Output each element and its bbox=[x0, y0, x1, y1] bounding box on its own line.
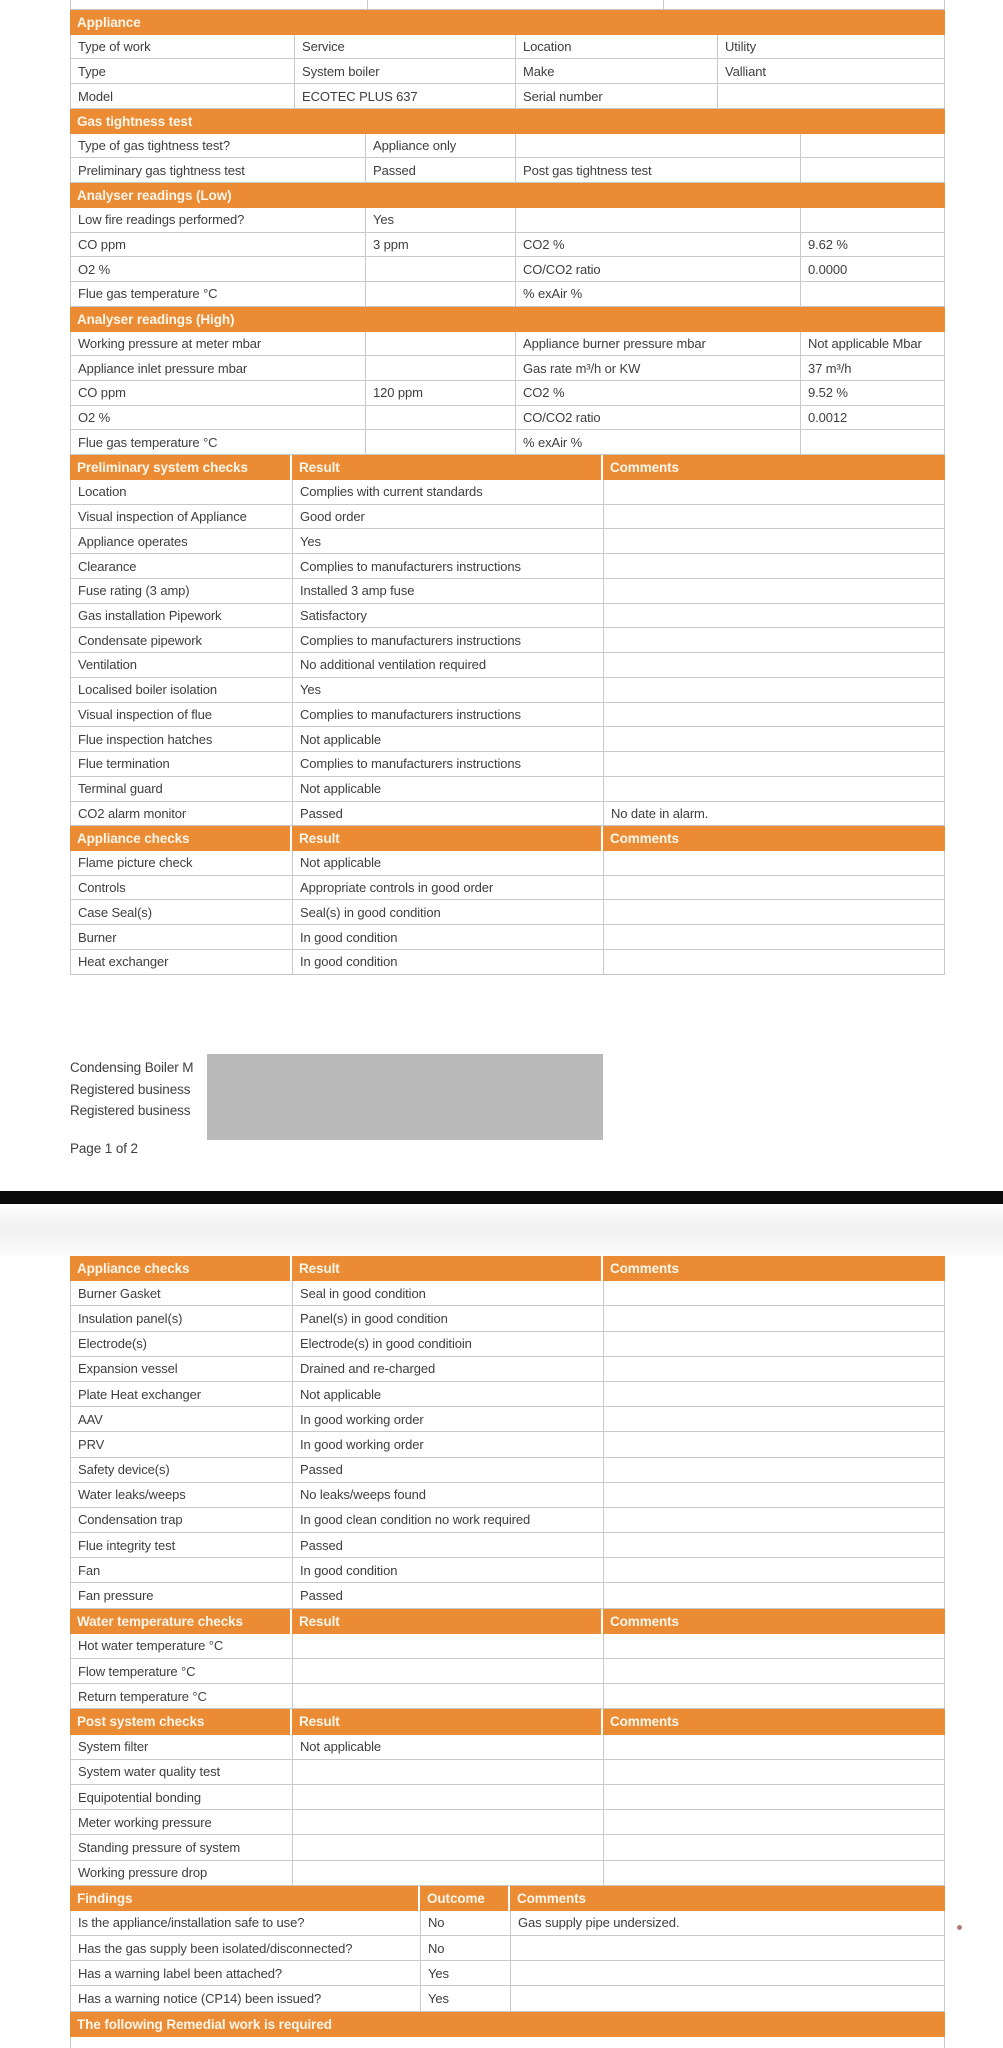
table-row bbox=[70, 59, 945, 84]
table-row bbox=[70, 579, 945, 604]
table-cell: Burner bbox=[71, 925, 293, 949]
table-cell bbox=[293, 1659, 604, 1683]
table-cell: Condensate pipework bbox=[71, 628, 293, 652]
table-cell bbox=[604, 1583, 946, 1607]
column-header-cell: Result bbox=[292, 1609, 603, 1634]
table-cell: Hot water temperature °C bbox=[71, 1634, 293, 1658]
column-header-cell: Result bbox=[292, 1256, 603, 1281]
section-header-row bbox=[70, 455, 945, 480]
table-cell bbox=[604, 1281, 946, 1305]
table-cell: Insulation panel(s) bbox=[71, 1306, 293, 1330]
table-cell: Appliance burner pressure mbar bbox=[516, 332, 801, 356]
table-cell: System filter bbox=[71, 1735, 293, 1759]
table-cell: Equipotential bonding bbox=[71, 1785, 293, 1809]
table-row bbox=[70, 1861, 945, 1886]
table-row bbox=[70, 851, 945, 876]
table-row bbox=[70, 257, 945, 282]
table-cell: 120 ppm bbox=[366, 381, 516, 405]
table-cell: Yes bbox=[293, 529, 604, 553]
table-row bbox=[70, 356, 945, 381]
table-cell: Working pressure drop bbox=[71, 1861, 293, 1885]
table-cell: 9.62 % bbox=[808, 236, 848, 252]
column-header-cell: Comments bbox=[510, 1886, 945, 1911]
table-cell bbox=[604, 1558, 946, 1582]
column-header-cell: Result bbox=[292, 1709, 603, 1734]
table-cell: Appropriate controls in good order bbox=[293, 876, 604, 900]
table-row bbox=[70, 1684, 945, 1709]
table-cell bbox=[604, 1432, 946, 1456]
table-cell: Not applicable bbox=[293, 1382, 604, 1406]
table-cell: O2 % bbox=[71, 406, 366, 430]
table-cell: 37 m³/h bbox=[808, 360, 852, 376]
section-header-row bbox=[70, 826, 945, 851]
table-cell bbox=[366, 406, 516, 430]
table-cell: Post gas tightness test bbox=[516, 158, 801, 182]
table-cell: Terminal guard bbox=[71, 777, 293, 801]
table-cell: CO2 % bbox=[516, 233, 801, 257]
column-header-cell: Preliminary system checks bbox=[70, 455, 292, 480]
table-cell bbox=[366, 332, 516, 356]
table-cell bbox=[604, 480, 946, 504]
table-cell bbox=[604, 1357, 946, 1381]
table-cell: Not applicable bbox=[293, 777, 604, 801]
table-row bbox=[70, 653, 945, 678]
table-row bbox=[70, 777, 945, 802]
table-cell bbox=[801, 158, 946, 182]
table-cell: Utility bbox=[725, 39, 757, 55]
table-cell: ECOTEC PLUS 637 bbox=[295, 84, 516, 108]
table-row bbox=[70, 1306, 945, 1331]
table-cell bbox=[604, 1483, 946, 1507]
table-cell: % exAir % bbox=[516, 430, 801, 454]
table-row bbox=[70, 529, 945, 554]
table-row bbox=[70, 752, 945, 777]
table-cell bbox=[604, 1810, 946, 1834]
table-cell bbox=[604, 1760, 946, 1784]
footer-line-registered-2: Registered business bbox=[70, 1103, 191, 1118]
column-header-cell: Comments bbox=[603, 826, 945, 851]
table-cell: Flow temperature °C bbox=[71, 1659, 293, 1683]
table-row bbox=[70, 332, 945, 357]
table-cell bbox=[604, 1634, 946, 1658]
table-row bbox=[70, 1357, 945, 1382]
table-cell bbox=[604, 703, 946, 727]
table-cell bbox=[604, 950, 946, 974]
column-header-cell: Comments bbox=[603, 1256, 945, 1281]
table-cell: In good condition bbox=[293, 925, 604, 949]
table-cell bbox=[511, 1936, 946, 1960]
table-cell: Type of gas tightness test? bbox=[71, 134, 366, 158]
table-cell bbox=[604, 1382, 946, 1406]
table-cell: Safety device(s) bbox=[71, 1458, 293, 1482]
column-header-cell: Result bbox=[292, 826, 603, 851]
table-row bbox=[70, 480, 945, 505]
table-cell bbox=[511, 1961, 946, 1985]
table-cell: Appliance operates bbox=[71, 529, 293, 553]
table-cell: Is the appliance/installation safe to use? bbox=[71, 1911, 421, 1935]
table-row bbox=[70, 876, 945, 901]
table-row bbox=[70, 1382, 945, 1407]
table-cell: Electrode(s) bbox=[71, 1332, 293, 1356]
table-cell bbox=[604, 876, 946, 900]
column-header-cell: Comments bbox=[603, 1609, 945, 1634]
table-cell: No leaks/weeps found bbox=[293, 1483, 604, 1507]
table-cell: Visual inspection of flue bbox=[71, 703, 293, 727]
table-cell: Plate Heat exchanger bbox=[71, 1382, 293, 1406]
table-cell: % exAir % bbox=[516, 282, 801, 306]
table-cell: Condensation trap bbox=[71, 1508, 293, 1532]
table-row bbox=[70, 703, 945, 728]
table-cell: No bbox=[421, 1911, 511, 1935]
table-cell: Type bbox=[71, 59, 295, 83]
table-cell bbox=[293, 1835, 604, 1859]
table-cell: In good condition bbox=[293, 950, 604, 974]
table-row bbox=[70, 381, 945, 406]
page-number-label: Page 1 of 2 bbox=[70, 1141, 138, 1156]
table-cell: Satisfactory bbox=[293, 604, 604, 628]
table-cell: Heat exchanger bbox=[71, 950, 293, 974]
table-row bbox=[70, 604, 945, 629]
table-cell: Model bbox=[71, 84, 295, 108]
table-cell bbox=[604, 777, 946, 801]
table-cell bbox=[604, 1332, 946, 1356]
table-cell: Yes bbox=[421, 1961, 511, 1985]
table-cell: Seal(s) in good condition bbox=[293, 900, 604, 924]
table-cell bbox=[604, 1861, 946, 1885]
table-row bbox=[70, 1785, 945, 1810]
table-cell: Preliminary gas tightness test bbox=[71, 158, 366, 182]
table-row bbox=[70, 1432, 945, 1457]
table-cell: Passed bbox=[293, 802, 604, 826]
table-cell: No bbox=[421, 1936, 511, 1960]
table-cell: Burner Gasket bbox=[71, 1281, 293, 1305]
table-row bbox=[70, 1986, 945, 2011]
table-cell: Good order bbox=[293, 505, 604, 529]
table-cell: Make bbox=[516, 59, 718, 83]
table-row bbox=[70, 925, 945, 950]
table-cell bbox=[718, 84, 946, 108]
table-row bbox=[70, 1458, 945, 1483]
table-cell bbox=[604, 505, 946, 529]
section-header-row bbox=[70, 1609, 945, 1634]
table-cell bbox=[366, 257, 516, 281]
footer-line-registered-1: Registered business bbox=[70, 1081, 191, 1097]
table-row bbox=[70, 1508, 945, 1533]
table-cell: Fan pressure bbox=[71, 1583, 293, 1607]
table-cell: Return temperature °C bbox=[71, 1684, 293, 1708]
table-row bbox=[70, 1961, 945, 1986]
table-cell: 3 ppm bbox=[366, 233, 516, 257]
table-cell: 0.0012 bbox=[808, 410, 848, 426]
table-cell: In good working order bbox=[293, 1432, 604, 1456]
table-cell bbox=[664, 0, 946, 9]
section-header-row bbox=[70, 1886, 945, 1911]
table-cell: Flue inspection hatches bbox=[71, 727, 293, 751]
table-cell bbox=[293, 1634, 604, 1658]
table-cell: Flue gas temperature °C bbox=[71, 430, 366, 454]
table-cell: Complies to manufacturers instructions bbox=[293, 554, 604, 578]
table-cell: CO/CO2 ratio bbox=[516, 257, 801, 281]
table-cell bbox=[604, 1458, 946, 1482]
column-header-cell: Appliance checks bbox=[70, 1256, 292, 1281]
table-cell: Standing pressure of system bbox=[71, 1835, 293, 1859]
column-header-cell: Findings bbox=[70, 1886, 420, 1911]
column-header-cell: Post system checks bbox=[70, 1709, 292, 1734]
table-cell bbox=[604, 925, 946, 949]
page1-footer-text bbox=[70, 1057, 193, 1122]
page-break-bar bbox=[0, 1191, 1003, 1204]
table-cell: Valliant bbox=[725, 63, 766, 79]
table-cell: Yes bbox=[366, 208, 516, 232]
table-cell bbox=[293, 1861, 604, 1885]
table-cell: Not applicable bbox=[293, 851, 604, 875]
table-cell bbox=[516, 208, 801, 232]
ink-speck bbox=[957, 1925, 962, 1930]
table-row bbox=[70, 233, 945, 258]
table-row bbox=[70, 1533, 945, 1558]
table-cell: Passed bbox=[293, 1583, 604, 1607]
table-row bbox=[70, 505, 945, 530]
table-cell: Low fire readings performed? bbox=[71, 208, 366, 232]
table-row bbox=[70, 727, 945, 752]
table-cell: System boiler bbox=[295, 59, 516, 83]
table-row bbox=[70, 1583, 945, 1608]
table-cell bbox=[604, 1785, 946, 1809]
table-row bbox=[70, 208, 945, 233]
table-cell bbox=[293, 1810, 604, 1834]
table-cell: Yes bbox=[293, 678, 604, 702]
table-cell bbox=[604, 579, 946, 603]
section-header-row bbox=[70, 1709, 945, 1734]
table-cell bbox=[516, 134, 801, 158]
table-cell bbox=[604, 1835, 946, 1859]
table-cell: Complies with current standards bbox=[293, 480, 604, 504]
table-cell: Flue gas temperature °C bbox=[71, 282, 366, 306]
table-cell: Meter working pressure bbox=[71, 1810, 293, 1834]
table-row bbox=[70, 1936, 945, 1961]
table-cell: 0.0000 bbox=[808, 261, 848, 277]
table-cell: Location bbox=[516, 35, 718, 59]
section-header-row bbox=[70, 1256, 945, 1281]
table-cell: Visual inspection of Appliance bbox=[71, 505, 293, 529]
section-header-bar: Analyser readings (Low) bbox=[70, 183, 945, 208]
table-cell bbox=[801, 282, 946, 306]
table-cell: No additional ventilation required bbox=[293, 653, 604, 677]
table-cell: Fuse rating (3 amp) bbox=[71, 579, 293, 603]
table-cell bbox=[604, 900, 946, 924]
table-cell: Flue integrity test bbox=[71, 1533, 293, 1557]
table-row bbox=[70, 1558, 945, 1583]
table-cell: CO2 % bbox=[516, 381, 801, 405]
column-header-cell: Outcome bbox=[420, 1886, 510, 1911]
table-cell bbox=[604, 678, 946, 702]
table-cell bbox=[604, 554, 946, 578]
table-cell: PRV bbox=[71, 1432, 293, 1456]
table-cell: Drained and re-charged bbox=[293, 1357, 604, 1381]
table-cell bbox=[604, 1508, 946, 1532]
table-row bbox=[70, 1911, 945, 1936]
table-cell: In good clean condition no work required bbox=[293, 1508, 604, 1532]
table-cell bbox=[801, 208, 946, 232]
table-cell bbox=[604, 604, 946, 628]
table-row bbox=[70, 950, 945, 975]
table-cell bbox=[604, 529, 946, 553]
table-cell: Gas supply pipe undersized. bbox=[518, 1915, 680, 1931]
column-header-cell: Appliance checks bbox=[70, 826, 292, 851]
table-cell: Has a warning label been attached? bbox=[71, 1961, 421, 1985]
table-cell: Type of work bbox=[71, 35, 295, 59]
table-row bbox=[70, 802, 945, 827]
table-row bbox=[70, 158, 945, 183]
table-row bbox=[70, 1659, 945, 1684]
table-row bbox=[70, 900, 945, 925]
table-cell bbox=[366, 430, 516, 454]
table-cell bbox=[604, 1735, 946, 1759]
table-cell: Gas installation Pipework bbox=[71, 604, 293, 628]
table-row bbox=[70, 678, 945, 703]
table-cell: Controls bbox=[71, 876, 293, 900]
table-cell bbox=[71, 0, 368, 9]
table-row bbox=[70, 1810, 945, 1835]
table-cell: Not applicable bbox=[293, 1735, 604, 1759]
table-cell bbox=[511, 1986, 946, 2010]
table-cell: Not applicable bbox=[293, 727, 604, 751]
table-cell: Working pressure at meter mbar bbox=[71, 332, 366, 356]
table-cell: Service bbox=[295, 35, 516, 59]
table-cell bbox=[604, 1407, 946, 1431]
table-cell: Flue termination bbox=[71, 752, 293, 776]
column-header-cell: Comments bbox=[603, 1709, 945, 1734]
table-cell: Complies to manufacturers instructions bbox=[293, 703, 604, 727]
table-cell bbox=[604, 628, 946, 652]
table-cell: Appliance only bbox=[366, 134, 516, 158]
table-cell: O2 % bbox=[71, 257, 366, 281]
table-row bbox=[70, 554, 945, 579]
table-row bbox=[70, 282, 945, 307]
table-cell bbox=[293, 1760, 604, 1784]
table-cell: Electrode(s) in good conditioin bbox=[293, 1332, 604, 1356]
table-cell: AAV bbox=[71, 1407, 293, 1431]
section-header-bar: Analyser readings (High) bbox=[70, 307, 945, 332]
footer-line-boiler: Condensing Boiler M bbox=[70, 1060, 194, 1075]
table-cell: Installed 3 amp fuse bbox=[293, 579, 604, 603]
table-cell: CO ppm bbox=[71, 381, 366, 405]
table-cell bbox=[604, 1533, 946, 1557]
column-header-cell: Water temperature checks bbox=[70, 1609, 292, 1634]
table-cell: Passed bbox=[293, 1458, 604, 1482]
table-cell bbox=[801, 430, 946, 454]
section-header-bar: Gas tightness test bbox=[70, 109, 945, 134]
column-header-cell: Comments bbox=[603, 455, 945, 480]
service-record-table-page1 bbox=[70, 0, 945, 975]
table-cell: CO2 alarm monitor bbox=[71, 802, 293, 826]
table-row bbox=[70, 406, 945, 431]
table-cell: Localised boiler isolation bbox=[71, 678, 293, 702]
section-header-bar: The following Remedial work is required bbox=[70, 2012, 945, 2037]
service-record-table-page2 bbox=[70, 1256, 945, 2048]
table-cell bbox=[366, 356, 516, 380]
column-header-cell: Result bbox=[292, 455, 603, 480]
clipped-partial-row bbox=[70, 0, 945, 10]
table-row bbox=[70, 134, 945, 159]
table-cell: Case Seal(s) bbox=[71, 900, 293, 924]
table-row bbox=[70, 1281, 945, 1306]
table-cell: No date in alarm. bbox=[611, 805, 709, 821]
table-cell bbox=[604, 752, 946, 776]
table-cell: Ventilation bbox=[71, 653, 293, 677]
table-cell bbox=[604, 1306, 946, 1330]
table-cell: Has the gas supply been isolated/disconnected? bbox=[71, 1936, 421, 1960]
table-row bbox=[70, 1407, 945, 1432]
table-cell: Flame picture check bbox=[71, 851, 293, 875]
table-cell bbox=[604, 727, 946, 751]
table-cell: Seal in good condition bbox=[293, 1281, 604, 1305]
table-cell: Appliance inlet pressure mbar bbox=[71, 356, 366, 380]
table-cell: Serial number bbox=[516, 84, 718, 108]
table-cell: In good working order bbox=[293, 1407, 604, 1431]
table-cell: In good condition bbox=[293, 1558, 604, 1582]
table-cell bbox=[801, 134, 946, 158]
clipped-partial-row bbox=[70, 2037, 945, 2048]
table-cell: Clearance bbox=[71, 554, 293, 578]
table-row bbox=[70, 1634, 945, 1659]
table-cell: Panel(s) in good condition bbox=[293, 1306, 604, 1330]
table-cell: System water quality test bbox=[71, 1760, 293, 1784]
table-cell: Water leaks/weeps bbox=[71, 1483, 293, 1507]
table-cell bbox=[604, 1659, 946, 1683]
table-row bbox=[70, 1483, 945, 1508]
table-cell: Gas rate m³/h or KW bbox=[516, 356, 801, 380]
table-row bbox=[70, 84, 945, 109]
table-cell: CO ppm bbox=[71, 233, 366, 257]
table-cell bbox=[604, 1684, 946, 1708]
table-row bbox=[70, 1835, 945, 1860]
page2-top-shading bbox=[0, 1204, 1003, 1256]
table-cell: 9.52 % bbox=[808, 385, 848, 401]
table-cell: Fan bbox=[71, 1558, 293, 1582]
table-cell: Passed bbox=[366, 158, 516, 182]
table-cell: Complies to manufacturers instructions bbox=[293, 628, 604, 652]
table-cell: Location bbox=[71, 480, 293, 504]
table-cell: Expansion vessel bbox=[71, 1357, 293, 1381]
table-row bbox=[70, 35, 945, 60]
table-row bbox=[70, 430, 945, 455]
table-cell: Yes bbox=[421, 1986, 511, 2010]
table-row bbox=[70, 1760, 945, 1785]
table-row bbox=[70, 628, 945, 653]
table-cell: Passed bbox=[293, 1533, 604, 1557]
table-cell bbox=[604, 653, 946, 677]
redaction-box bbox=[207, 1054, 603, 1140]
table-cell bbox=[293, 1785, 604, 1809]
table-cell: Complies to manufacturers instructions bbox=[293, 752, 604, 776]
table-row bbox=[70, 1735, 945, 1760]
section-header-bar: Appliance bbox=[70, 10, 945, 35]
table-cell: Not applicable Mbar bbox=[808, 335, 922, 351]
table-cell bbox=[604, 851, 946, 875]
table-cell bbox=[368, 0, 664, 9]
table-cell: Has a warning notice (CP14) been issued? bbox=[71, 1986, 421, 2010]
table-row bbox=[70, 1332, 945, 1357]
table-cell: CO/CO2 ratio bbox=[516, 406, 801, 430]
table-cell bbox=[293, 1684, 604, 1708]
table-cell bbox=[366, 282, 516, 306]
